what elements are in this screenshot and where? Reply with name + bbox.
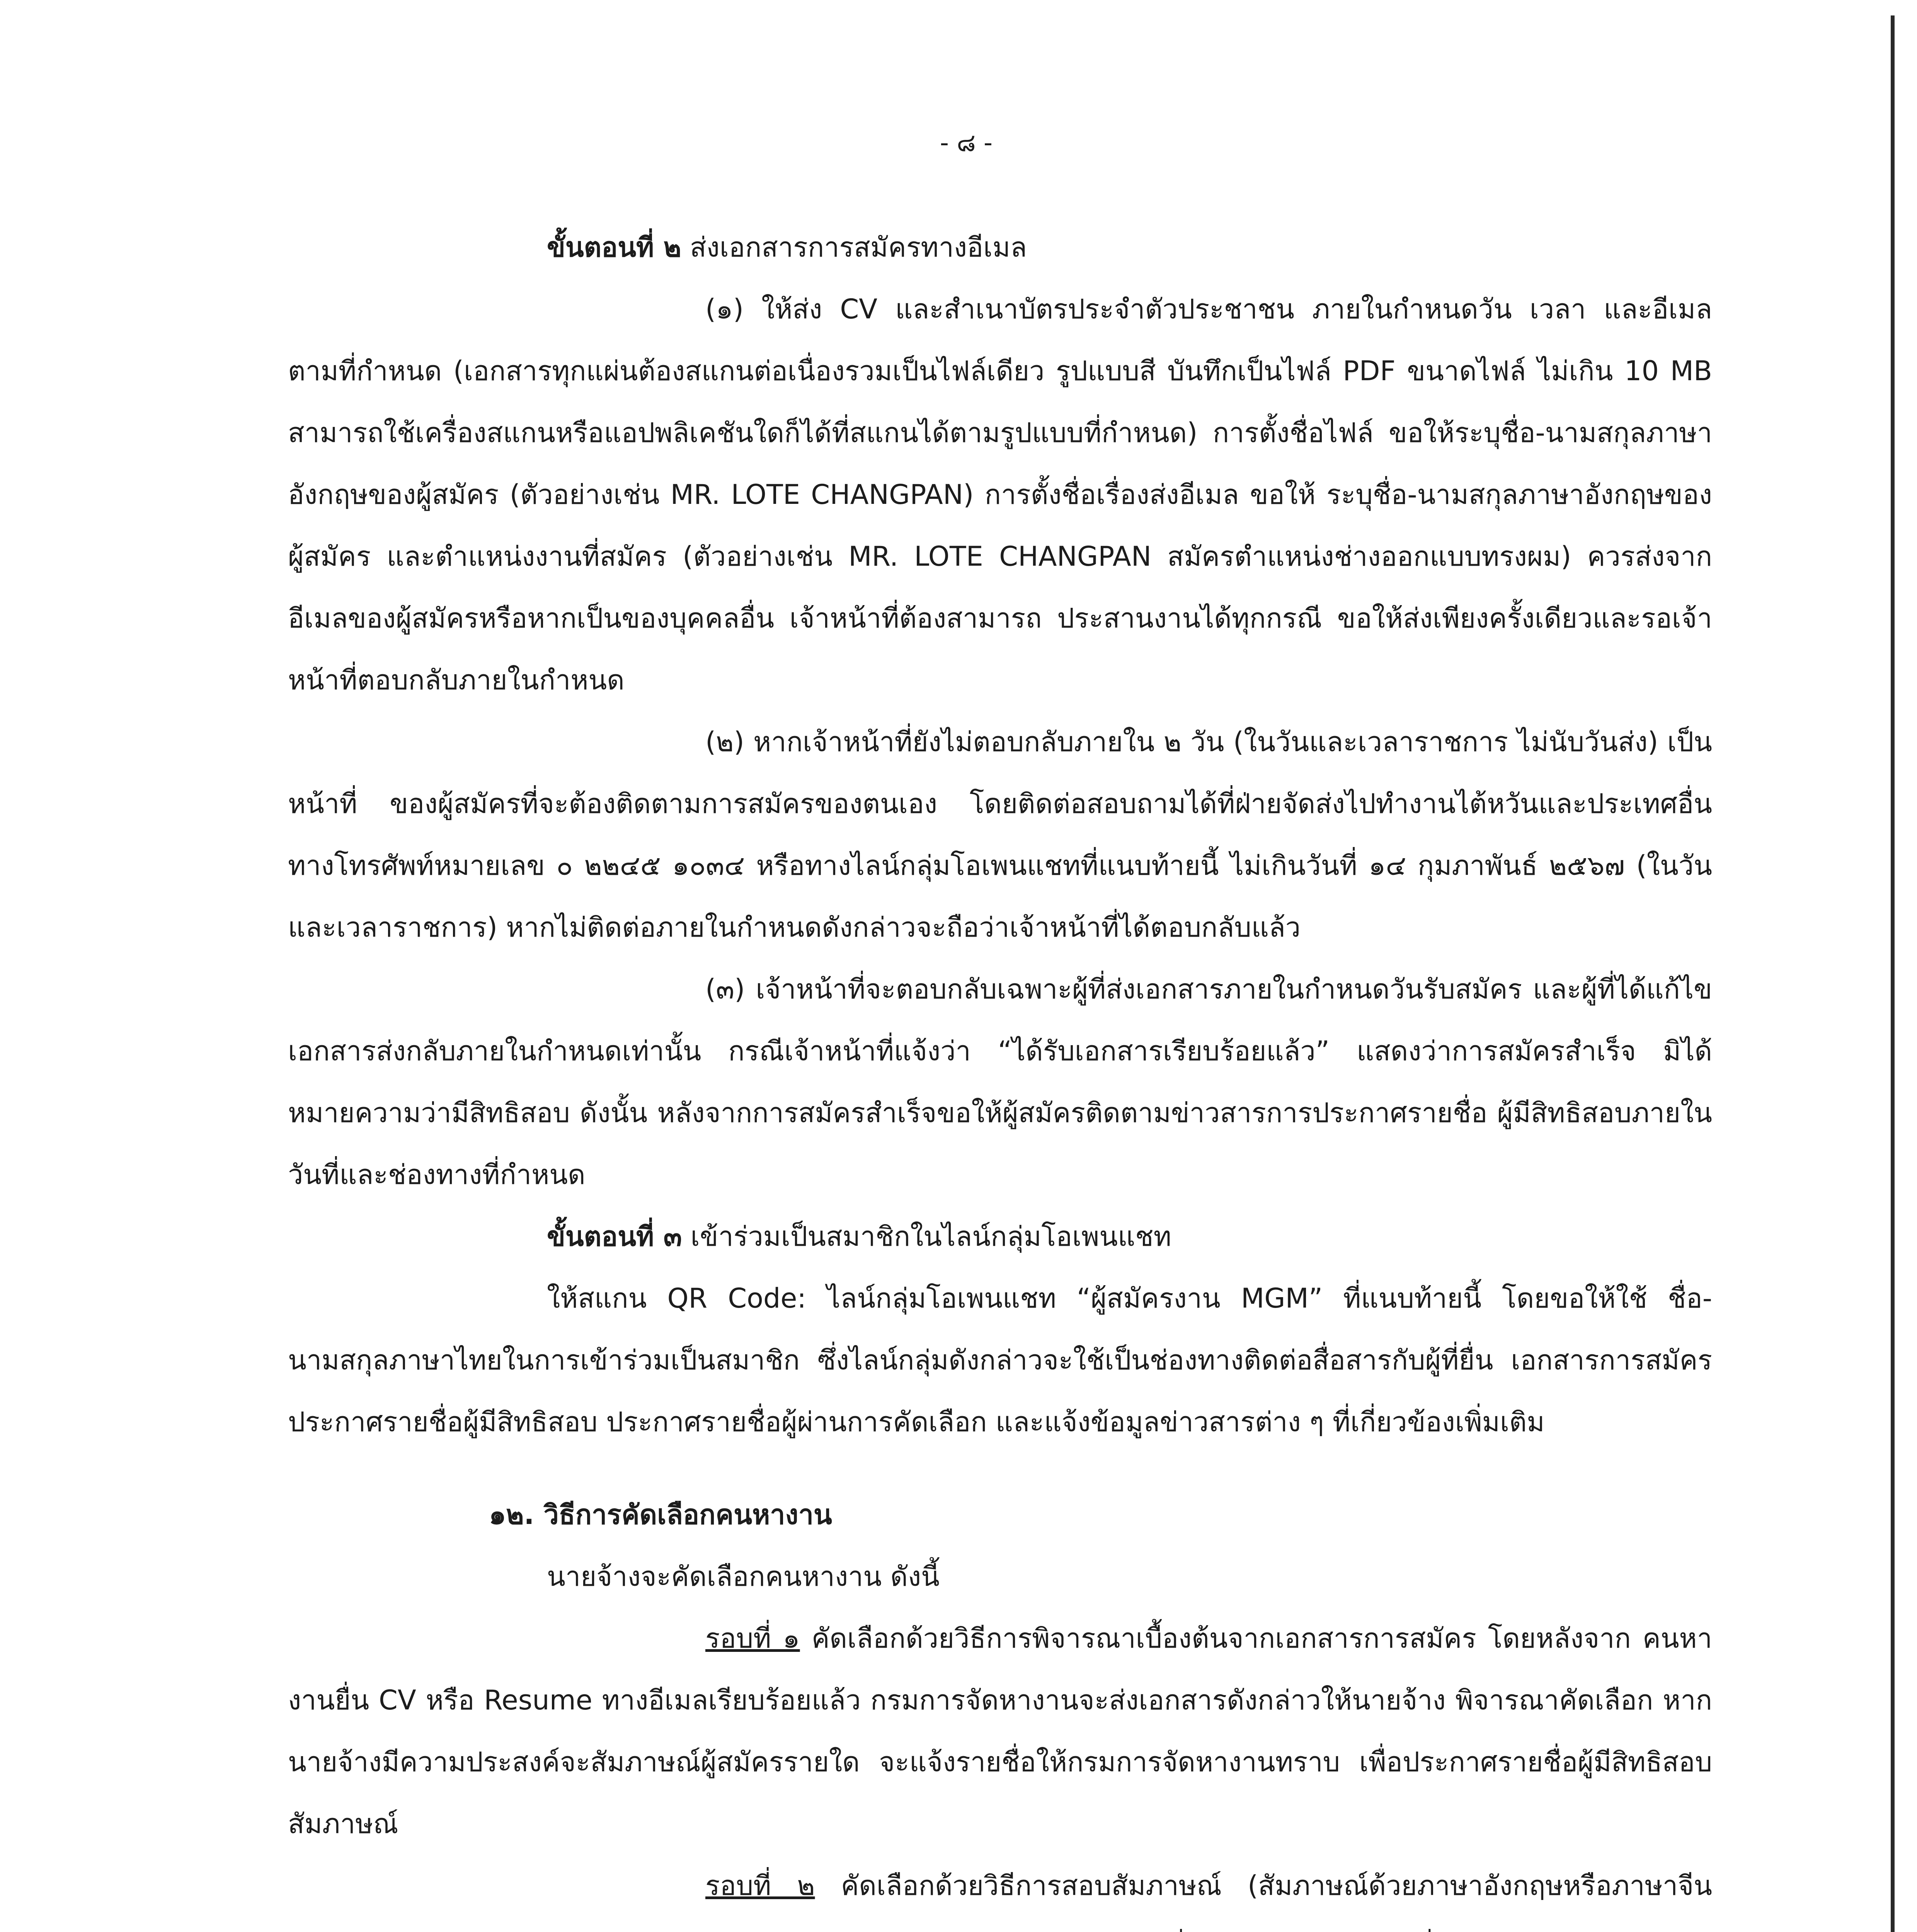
step3-heading-label: ขั้นตอนที่ ๓ xyxy=(547,1221,682,1252)
round1-label: รอบที่ ๑ xyxy=(705,1622,800,1654)
step2-heading xyxy=(288,216,1712,278)
step3-body: ให้สแกน QR Code: ไลน์กลุ่มโอเพนแชท “ผู้สมัครงาน MGM” ที่แนบท้ายนี้ โดยขอให้ใช้ ชื่อ-นามสกุลภาษาไทยในการเข้าร่วมเป็นสมาชิก ซึ่งไลน์กลุ่มดังกล่าวจะใช้เป็นช่องทางติดต่อสื่อสารกับผู้ที่ยื่น เอกสารการสมัคร ประกาศรายชื่อผู้มีสิทธิสอบ ประกาศรายชื่อผู้ผ่านการคัดเลือก และแจ้งข้อมูลข่าวสารต่าง ๆ ที่เกี่ยวข้องเพิ่มเติม xyxy=(288,1282,1712,1438)
round2-paragraph xyxy=(288,1855,1712,1932)
section12-intro: นายจ้างจะคัดเลือกคนหางาน ดังนี้ xyxy=(547,1561,940,1592)
step2-heading-label: ขั้นตอนที่ ๒ xyxy=(547,231,681,263)
document-body xyxy=(288,216,1712,1932)
step2-item-1: (๑) ให้ส่ง CV และสำเนาบัตรประจำตัวประชาชน ภายในกำหนดวัน เวลา และอีเมล ตามที่กำหนด (เอกสารทุกแผ่นต้องสแกนต่อเนื่องรวมเป็นไฟล์เดียว รูปแบบสี บันทึกเป็นไฟล์ PDF ขนาดไฟล์ ไม่เกิน 10 MB สามารถใช้เครื่องสแกนหรือแอปพลิเคชันใดก็ได้ที่สแกนได้ตามรูปแบบที่กำหนด) การตั้งชื่อไฟล์ ขอให้ระบุชื่อ-นามสกุลภาษาอังกฤษของผู้สมัคร (ตัวอย่างเช่น MR. LOTE CHANGPAN) การตั้งชื่อเรื่องส่งอีเมล ขอให้ ระบุชื่อ-นามสกุลภาษาอังกฤษของผู้สมัคร และตำแหน่งงานที่สมัคร (ตัวอย่างเช่น MR. LOTE CHANGPAN สมัครตำแหน่งช่างออกแบบทรงผม) ควรส่งจากอีเมลของผู้สมัครหรือหากเป็นของบุคคลอื่น เจ้าหน้าที่ต้องสามารถ ประสานงานได้ทุกกรณี ขอให้ส่งเพียงครั้งเดียวและรอเจ้าหน้าที่ตอบกลับภายในกำหนด xyxy=(288,293,1712,696)
round2-label: รอบที่ ๒ xyxy=(705,1870,815,1901)
scan-edge-line xyxy=(1891,15,1895,1932)
section12-heading: ๑๒. วิธีการคัดเลือกคนหางาน xyxy=(489,1499,832,1531)
step2-item-2: (๒) หากเจ้าหน้าที่ยังไม่ตอบกลับภายใน ๒ วัน (ในวันและเวลาราชการ ไม่นับวันส่ง) เป็นหน้าที่ ของผู้สมัครที่จะต้องติดตามการสมัครของตนเอง โดยติดต่อสอบถามได้ที่ฝ่ายจัดส่งไปทำงานไต้หวันและประเทศอื่น ทางโทรศัพท์หมายเลข ๐ ๒๒๔๕ ๑๐๓๔ หรือทางไลน์กลุ่มโอเพนแชทที่แนบท้ายนี้ ไม่เกินวันที่ ๑๔ กุมภาพันธ์ ๒๕๖๗ (ในวันและเวลาราชการ) หากไม่ติดต่อภายในกำหนดดังกล่าวจะถือว่าเจ้าหน้าที่ได้ตอบกลับแล้ว xyxy=(288,726,1712,943)
round2-text: คัดเลือกด้วยวิธีการสอบสัมภาษณ์ (สัมภาษณ์ด้วยภาษาอังกฤษหรือภาษาจีน xyxy=(841,1870,1713,1901)
step2-heading-text: ส่งเอกสารการสมัครทางอีเมล xyxy=(681,231,1027,263)
step3-heading xyxy=(288,1206,1712,1267)
step3-heading-text: เข้าร่วมเป็นสมาชิกในไลน์กลุ่มโอเพนแชท xyxy=(682,1221,1171,1252)
page-number: - ๘ - xyxy=(940,129,993,157)
step2-item-3: (๓) เจ้าหน้าที่จะตอบกลับเฉพาะผู้ที่ส่งเอกสารภายในกำหนดวันรับสมัคร และผู้ที่ได้แก้ไข เอกสารส่งกลับภายในกำหนดเท่านั้น กรณีเจ้าหน้าที่แจ้งว่า “ได้รับเอกสารเรียบร้อยแล้ว” แสดงว่าการสมัครสำเร็จ มิได้หมายความว่ามีสิทธิสอบ ดังนั้น หลังจากการสมัครสำเร็จขอให้ผู้สมัครติดตามข่าวสารการประกาศรายชื่อ ผู้มีสิทธิสอบภายในวันที่และช่องทางที่กำหนด xyxy=(288,973,1712,1190)
round1-paragraph xyxy=(288,1607,1712,1855)
round1-text: คัดเลือกด้วยวิธีการพิจารณาเบื้องต้นจากเอกสารการสมัคร โดยหลังจาก คนหางานยื่น CV หรือ Resume ทางอีเมลเรียบร้อยแล้ว กรมการจัดหางานจะส่งเอกสารดังกล่าวให้นายจ้าง พิจารณาคัดเลือก หากนายจ้างมีความประสงค์จะสัมภาษณ์ผู้สมัครรายใด จะแจ้งรายชื่อให้กรมการจัดหางานทราบ เพื่อประกาศรายชื่อผู้มีสิทธิสอบสัมภาษณ์ xyxy=(288,1622,1712,1840)
